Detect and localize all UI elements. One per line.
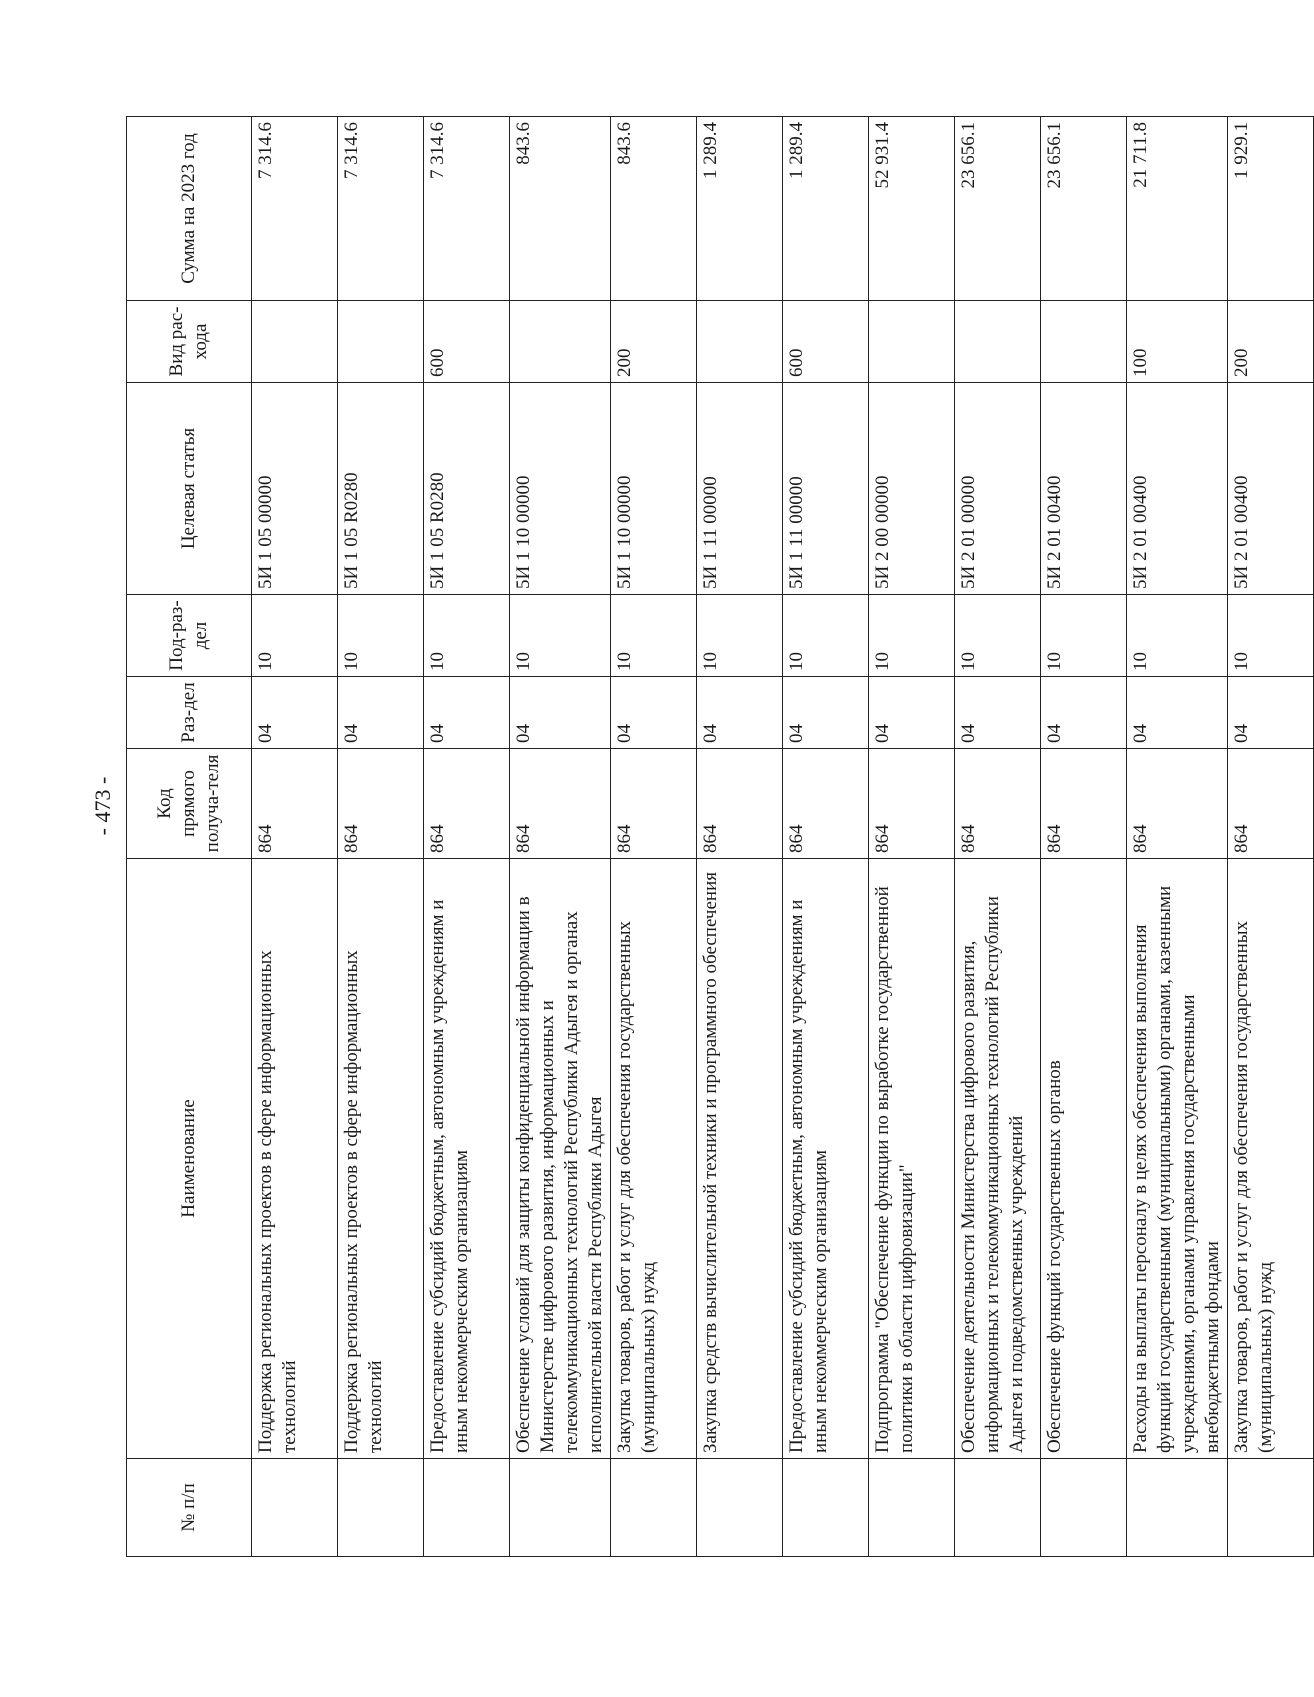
budget-table (126, 116, 1314, 1557)
row-subsection: 10 (869, 595, 955, 677)
row-recipient-code: 864 (783, 749, 869, 859)
row-subsection: 10 (510, 595, 611, 677)
row-section: 04 (510, 677, 611, 749)
table-row (697, 117, 783, 1557)
row-recipient-code: 864 (611, 749, 697, 859)
row-subsection: 10 (424, 595, 510, 677)
table-row (611, 117, 697, 1557)
row-recipient-code: 864 (697, 749, 783, 859)
header-section: Раз-дел (127, 677, 252, 749)
row-target-article: 5И 1 11 00000 (783, 383, 869, 595)
row-name: Закупка товаров, работ и услуг для обеспечения государственных (муниципальных) нужд (1228, 859, 1314, 1459)
table-row (1127, 117, 1228, 1557)
row-name: Предоставление субсидий бюджетным, автономным учреждениям и иным некоммерческим организациям (783, 859, 869, 1459)
row-expense-type (1041, 301, 1127, 383)
row-name: Закупка товаров, работ и услуг для обеспечения государственных (муниципальных) нужд (611, 859, 697, 1459)
row-recipient-code: 864 (1041, 749, 1127, 859)
row-amount: 1 929.1 (1228, 117, 1314, 301)
header-name: Наименование (127, 859, 252, 1459)
row-expense-type: 200 (1228, 301, 1314, 383)
row-index (697, 1459, 783, 1557)
row-expense-type (869, 301, 955, 383)
row-section: 04 (424, 677, 510, 749)
header-amount: Сумма на 2023 год (127, 117, 252, 301)
row-expense-type: 600 (424, 301, 510, 383)
row-amount: 843.6 (510, 117, 611, 301)
table-row (869, 117, 955, 1557)
header-subsection: Под-раз-дел (127, 595, 252, 677)
row-subsection: 10 (338, 595, 424, 677)
row-expense-type (697, 301, 783, 383)
row-name: Обеспечение функций государственных органов (1041, 859, 1127, 1459)
row-section: 04 (1228, 677, 1314, 749)
row-index (1041, 1459, 1127, 1557)
row-subsection: 10 (611, 595, 697, 677)
row-recipient-code: 864 (510, 749, 611, 859)
row-section: 04 (338, 677, 424, 749)
row-expense-type (338, 301, 424, 383)
header-index: № п/п (127, 1459, 252, 1557)
row-name: Обеспечение условий для защиты конфиденциальной информации в Министерстве цифрового развития, информационных и телекоммуникационных технологий Республики Адыгея и органах исполнительной власти Республики Адыгея (510, 859, 611, 1459)
row-target-article: 5И 1 10 00000 (611, 383, 697, 595)
row-target-article: 5И 1 05 00000 (252, 383, 338, 595)
table-row (338, 117, 424, 1557)
row-expense-type: 600 (783, 301, 869, 383)
budget-table-container (126, 117, 1276, 1557)
row-index (955, 1459, 1041, 1557)
header-recipient-code: Код прямого получа-теля (127, 749, 252, 859)
table-row (1228, 117, 1314, 1557)
row-target-article: 5И 1 05 R0280 (424, 383, 510, 595)
table-row (783, 117, 869, 1557)
header-expense-type: Вид рас-хода (127, 301, 252, 383)
row-index (424, 1459, 510, 1557)
row-index (338, 1459, 424, 1557)
row-section: 04 (1041, 677, 1127, 749)
row-index (510, 1459, 611, 1557)
row-section: 04 (611, 677, 697, 749)
row-amount: 7 314.6 (338, 117, 424, 301)
row-name: Обеспечение деятельности Министерства цифрового развития, информационных и телекоммуникационных технологий Республики Адыгея и подведомственных учреждений (955, 859, 1041, 1459)
row-name: Поддержка региональных проектов в сфере информационных технологий (338, 859, 424, 1459)
row-index (783, 1459, 869, 1557)
row-amount: 23 656.1 (955, 117, 1041, 301)
row-target-article: 5И 2 01 00400 (1228, 383, 1314, 595)
row-name: Поддержка региональных проектов в сфере информационных технологий (252, 859, 338, 1459)
row-recipient-code: 864 (869, 749, 955, 859)
table-header-row (127, 117, 252, 1557)
row-index (1228, 1459, 1314, 1557)
row-subsection: 10 (697, 595, 783, 677)
table-row (424, 117, 510, 1557)
row-expense-type: 200 (611, 301, 697, 383)
row-section: 04 (783, 677, 869, 749)
row-amount: 23 656.1 (1041, 117, 1127, 301)
row-section: 04 (955, 677, 1041, 749)
row-subsection: 10 (1041, 595, 1127, 677)
row-expense-type (510, 301, 611, 383)
row-index (1127, 1459, 1228, 1557)
table-row (510, 117, 611, 1557)
row-section: 04 (869, 677, 955, 749)
row-subsection: 10 (252, 595, 338, 677)
row-expense-type (252, 301, 338, 383)
row-recipient-code: 864 (1228, 749, 1314, 859)
row-expense-type (955, 301, 1041, 383)
row-amount: 843.6 (611, 117, 697, 301)
header-target-article: Целевая статья (127, 383, 252, 595)
row-target-article: 5И 2 01 00400 (1041, 383, 1127, 595)
row-target-article: 5И 1 05 R0280 (338, 383, 424, 595)
row-name: Подпрограмма "Обеспечение функции по выработке государственной политики в области цифровизации" (869, 859, 955, 1459)
row-index (611, 1459, 697, 1557)
table-row (252, 117, 338, 1557)
row-name: Предоставление субсидий бюджетным, автономным учреждениям и иным некоммерческим организациям (424, 859, 510, 1459)
row-amount: 7 314.6 (252, 117, 338, 301)
row-target-article: 5И 1 11 00000 (697, 383, 783, 595)
table-row (955, 117, 1041, 1557)
page-number: - 473 - (90, 776, 115, 836)
row-recipient-code: 864 (252, 749, 338, 859)
row-target-article: 5И 2 01 00000 (955, 383, 1041, 595)
row-amount: 1 289.4 (697, 117, 783, 301)
row-expense-type: 100 (1127, 301, 1228, 383)
row-amount: 7 314.6 (424, 117, 510, 301)
row-recipient-code: 864 (1127, 749, 1228, 859)
row-subsection: 10 (955, 595, 1041, 677)
row-target-article: 5И 1 10 00000 (510, 383, 611, 595)
row-target-article: 5И 2 00 00000 (869, 383, 955, 595)
row-subsection: 10 (1127, 595, 1228, 677)
row-amount: 21 711.8 (1127, 117, 1228, 301)
row-index (869, 1459, 955, 1557)
row-section: 04 (1127, 677, 1228, 749)
row-name: Закупка средств вычислительной техники и программного обеспечения (697, 859, 783, 1459)
table-row (1041, 117, 1127, 1557)
row-index (252, 1459, 338, 1557)
row-target-article: 5И 2 01 00400 (1127, 383, 1228, 595)
row-section: 04 (697, 677, 783, 749)
row-subsection: 10 (783, 595, 869, 677)
row-name: Расходы на выплаты персоналу в целях обеспечения выполнения функций государственными (муниципальными) органами, казенными учреждениями, органами управления государственными внебюджетными фондами (1127, 859, 1228, 1459)
row-amount: 1 289.4 (783, 117, 869, 301)
row-subsection: 10 (1228, 595, 1314, 677)
row-recipient-code: 864 (424, 749, 510, 859)
row-section: 04 (252, 677, 338, 749)
row-recipient-code: 864 (338, 749, 424, 859)
row-amount: 52 931.4 (869, 117, 955, 301)
row-recipient-code: 864 (955, 749, 1041, 859)
